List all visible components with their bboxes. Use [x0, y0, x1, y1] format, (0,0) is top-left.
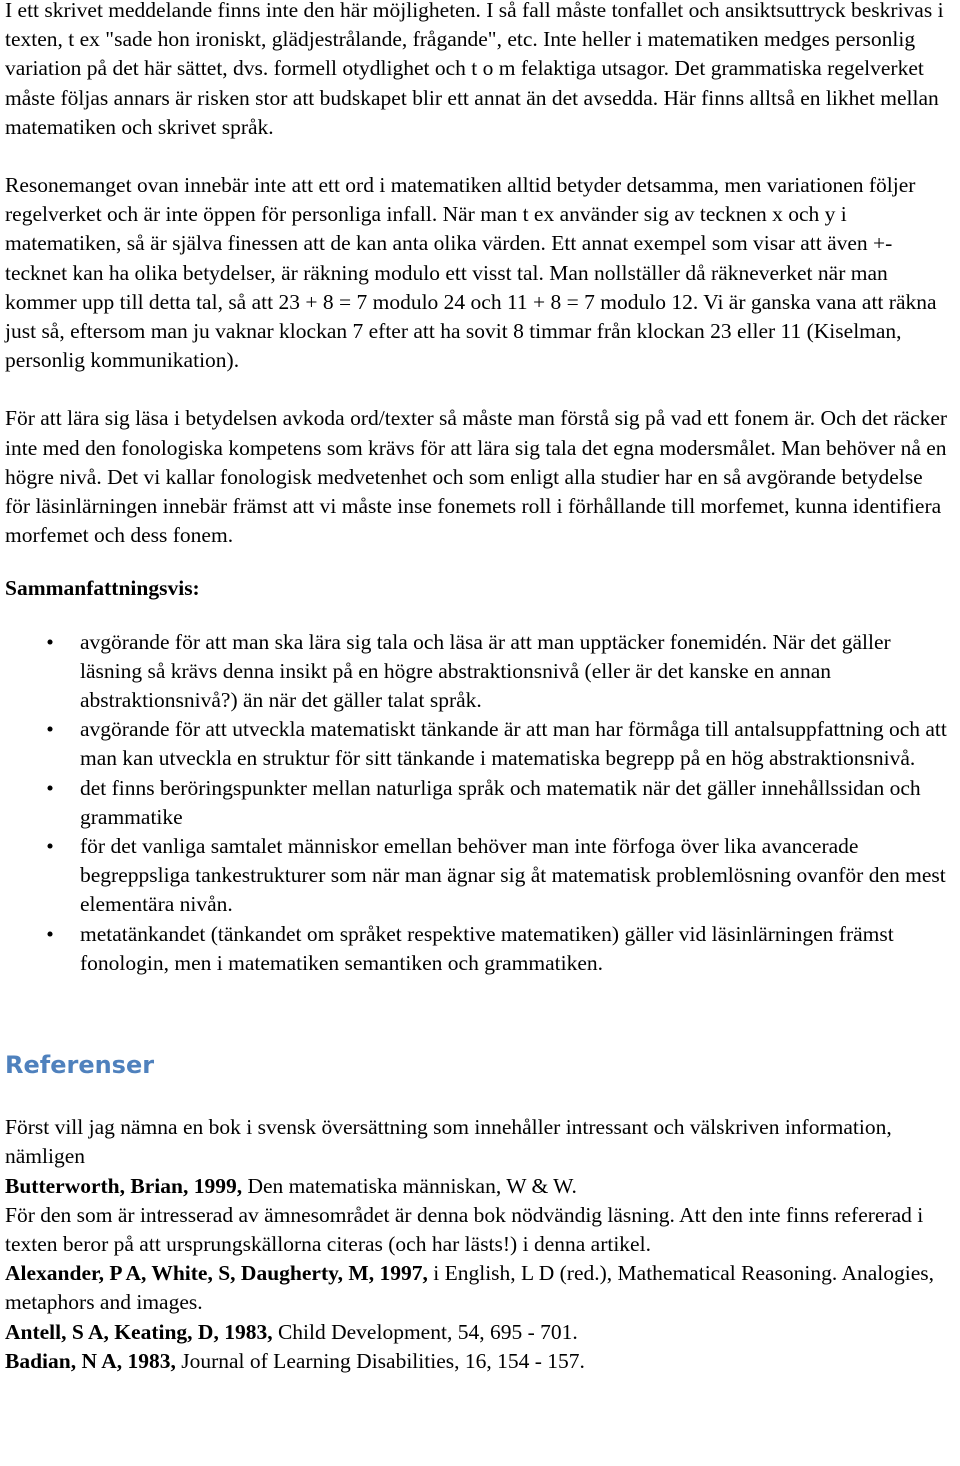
references-intro: Först vill jag nämna en bok i svensk översättning som innehåller intressant och välskriven information, nämligen: [5, 1115, 892, 1169]
summary-item-text: för det vanliga samtalet människor emellan behöver man inte förfoga över lika avancerade begreppsliga tankestrukturer som när man ägnar sig åt matematisk problemlösning ovanför den mest elementära nivån.: [80, 834, 946, 917]
reference-entry-badian: [5, 1347, 953, 1376]
summary-list: [5, 628, 953, 978]
summary-list-item: [5, 832, 953, 920]
reference-details: Journal of Learning Disabilities, 16, 154 - 157.: [175, 1348, 585, 1373]
bullet-icon: •: [46, 775, 54, 800]
reference-author: Butterworth, Brian, 1999,: [5, 1173, 243, 1198]
reference-author: Antell, S A, Keating, D, 1983,: [5, 1319, 273, 1344]
bullet-icon: •: [46, 834, 54, 859]
reference-author: Alexander, P A, White, S, Daugherty, M, 1997,: [5, 1261, 428, 1286]
summary-list-item: [5, 628, 953, 716]
bullet-icon: •: [46, 717, 54, 742]
reference-author: Badian, N A, 1983,: [5, 1348, 176, 1373]
references-section: [5, 1113, 953, 1376]
reference-entry-butterworth: [5, 1172, 953, 1201]
reference-entry-antell: [5, 1318, 953, 1347]
paragraph-written-message: I ett skrivet meddelande finns inte den här möjligheten. I så fall måste tonfallet och ansiktsuttryck beskrivas i texten, t ex "sade hon ironiskt, glädjestrålande, frågande", etc. Inte heller i matematiken medges personlig variation på det här sättet, dvs. formell otydlighet och t o m felaktiga utsagor. Det grammatiska regelverket måste följas annars är risken stor att budskapet blir ett annat än det avsedda. Här finns alltså en likhet mellan matematiken och skrivet språk.: [5, 0, 944, 139]
summary-list-item: [5, 715, 953, 773]
references-heading: Referenser: [5, 1051, 155, 1080]
bullet-icon: •: [46, 629, 54, 654]
summary-item-text: avgörande för att utveckla matematiskt tänkande är att man har förmåga till antalsuppfattning och att man kan utveckla en struktur för sitt tänkande i matematiska begrepp på en hög abstraktionsnivå.: [80, 717, 947, 771]
bullet-icon: •: [46, 921, 54, 946]
summary-heading: Sammanfattningsvis:: [5, 576, 200, 601]
reference-details: i English, L D (red.), Mathematical Reasoning. Analogies, metaphors and images.: [5, 1261, 934, 1315]
document-page: [5, 0, 953, 1376]
reference-details: Child Development, 54, 695 - 701.: [272, 1319, 578, 1344]
summary-item-text: metatänkandet (tänkandet om språket respektive matematiken) gäller vid läsinlärningen främst fonologin, men i matematiken semantiken och grammatiken.: [80, 921, 894, 975]
summary-item-text: det finns beröringspunkter mellan naturliga språk och matematik när det gäller innehållssidan och grammatike: [80, 775, 921, 829]
summary-list-item: [5, 920, 953, 978]
paragraph-phonemes: För att lära sig läsa i betydelsen avkoda ord/texter så måste man förstå sig på vad ett fonem är. Och det räcker inte med den fonologiska kompetens som krävs för att lära sig tala det egna modersmålet. Man behöver nå en högre nivå. Det vi kallar fonologisk medvetenhet och som enligt alla studier har en så avgörande betydelse för läsinlärningen innebär främst att vi måste inse fonemets roll i förhållande till morfemet, kunna identifiera morfemet och dess fonem.: [5, 406, 948, 548]
reference-entry-alexander: [5, 1259, 953, 1317]
references-note: För den som är intresserad av ämnesområdet är denna bok nödvändig läsning. Att den inte finns refererad i texten beror på att ursprungskällorna citeras (och har lästs!) i denna artikel.: [5, 1202, 924, 1256]
paragraph-reasoning: Resonemanget ovan innebär inte att ett ord i matematiken alltid betyder detsamma, men variationen följer regelverket och är inte öppen för personliga infall. När man t ex använder sig av tecknen x och y i matematiken, så är själva finessen att de kan anta olika värden. Ett annat exempel som visar att även +-tecknet kan ha olika betydelser, är räkning modulo ett visst tal. Man nollställer då räkneverket när man kommer upp till detta tal, så att 23 + 8 = 7 modulo 24 och 11 + 8 = 7 modulo 12. Vi är ganska vana att räkna just så, eftersom man ju vaknar klockan 7 efter att ha sovit 8 timmar från klockan 23 eller 11 (Kiselman, personlig kommunikation).: [5, 173, 937, 373]
summary-item-text: avgörande för att man ska lära sig tala och läsa är att man upptäcker fonemidén. När det gäller läsning så krävs denna insikt på en högre abstraktionsnivå (eller är det kanske en annan abstraktionsnivå?) än när det gäller talat språk.: [80, 629, 891, 713]
reference-details: Den matematiska människan, W & W.: [242, 1173, 577, 1198]
summary-list-item: [5, 774, 953, 832]
